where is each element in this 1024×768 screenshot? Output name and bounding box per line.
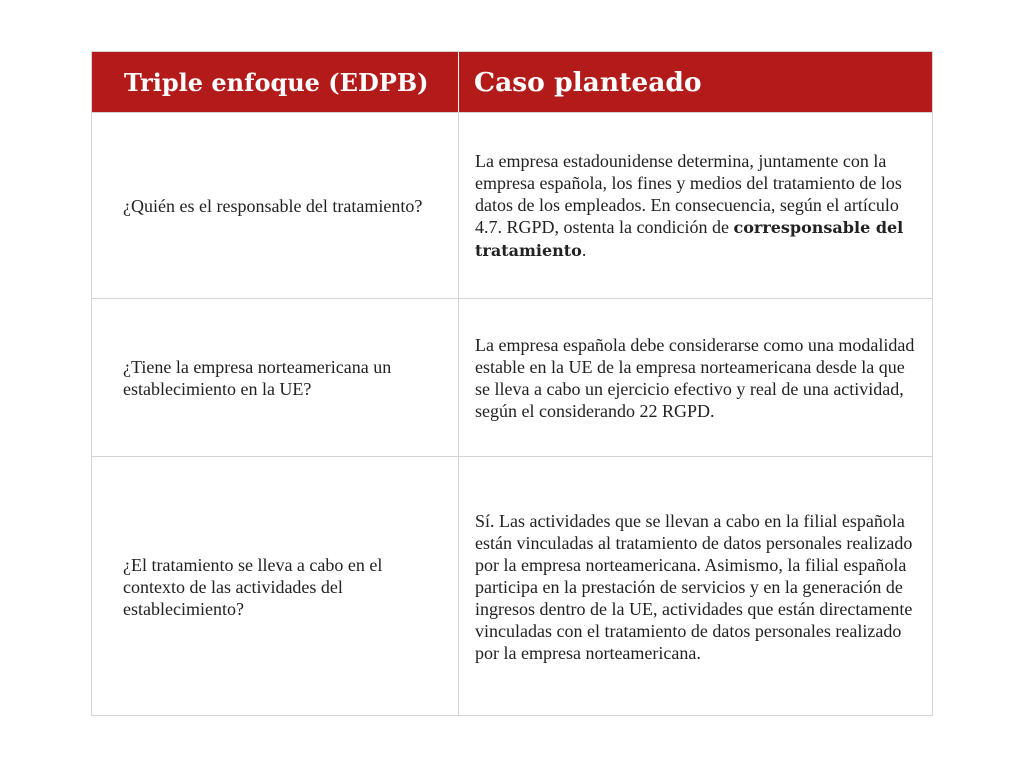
question-cell xyxy=(92,457,459,716)
answer-text-plain: La empresa estadounidense determina, juntamente con la empresa española, los fines y medios del tratamiento de los datos de los empleados. En consecuencia, según el artículo 4.7. RGPD, ostenta la condición de xyxy=(475,150,902,237)
table-row xyxy=(92,456,932,716)
answer-cell xyxy=(459,457,932,716)
question-text: ¿Tiene la empresa norteamericana un establecimiento en la UE? xyxy=(123,356,392,399)
question-cell xyxy=(92,299,459,456)
answer-text-bold: corresponsable del tratamiento xyxy=(475,217,904,260)
table-header-row xyxy=(92,52,932,112)
header-cell-approach xyxy=(92,52,459,112)
header-case-label: Caso planteado xyxy=(474,66,702,98)
header-cell-case xyxy=(459,52,932,112)
answer-cell xyxy=(459,299,932,456)
table-row xyxy=(92,112,932,298)
answer-text: La empresa española debe considerarse como una modalidad estable en la UE de la empresa norteamericana desde la que se lleva a cabo un ejercicio efectivo y real de una actividad, según el considerando 22 RGPD. xyxy=(475,334,915,421)
answer-text-end: . xyxy=(581,239,587,260)
answer-text xyxy=(475,150,918,262)
question-text: ¿El tratamiento se lleva a cabo en el contexto de las actividades del establecimiento? xyxy=(123,554,383,619)
comparison-table xyxy=(91,51,933,716)
answer-cell xyxy=(459,113,932,298)
question-text: ¿Quién es el responsable del tratamiento? xyxy=(123,195,423,216)
header-approach-label: Triple enfoque (EDPB) xyxy=(124,67,429,97)
question-cell xyxy=(92,113,459,298)
table-row xyxy=(92,298,932,456)
answer-text: Sí. Las actividades que se llevan a cabo en la filial española están vinculadas al tratamiento de datos personales realizado por la empresa norteamericana. Asimismo, la filial española participa en la prestación de servicios y en la generación de ingresos dentro de la UE, actividades que están directamente vinculadas con el tratamiento de datos personales realizado por la empresa norteamericana. xyxy=(475,510,913,663)
